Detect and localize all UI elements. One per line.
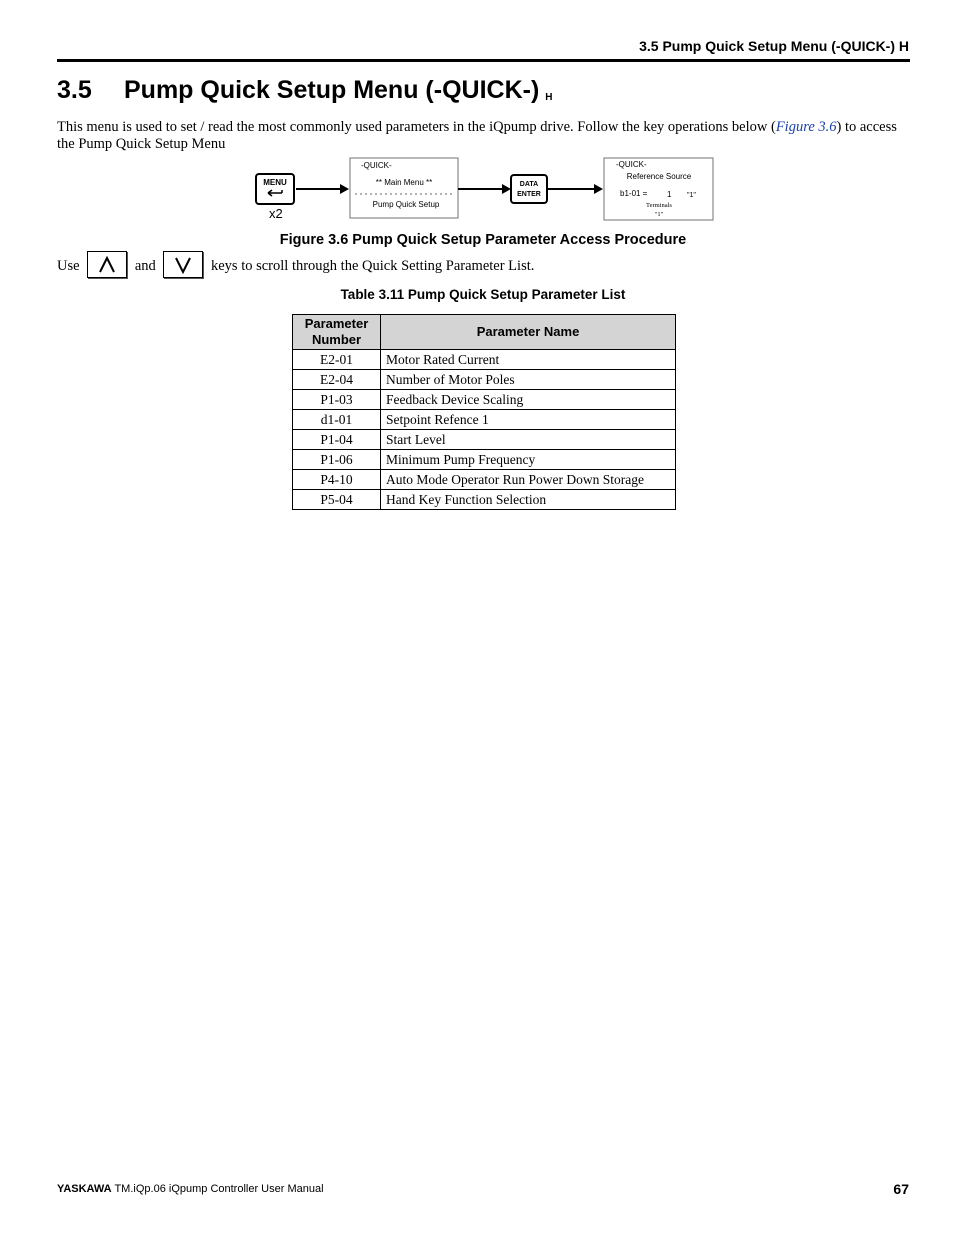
running-header: 3.5 Pump Quick Setup Menu (-QUICK-) H xyxy=(639,38,909,54)
param-number: P5-04 xyxy=(293,490,381,510)
menu-key-icon xyxy=(256,174,294,204)
down-arrow-icon xyxy=(173,256,193,274)
param-number: P1-03 xyxy=(293,390,381,410)
menu-key-label: MENU xyxy=(263,178,287,187)
up-key xyxy=(87,251,127,278)
section-title-text: Pump Quick Setup Menu (-QUICK-) xyxy=(124,76,540,104)
data-enter-key-icon xyxy=(511,175,547,203)
lcd-screen-main-menu xyxy=(350,158,458,218)
footer-doc-title xyxy=(57,1183,324,1195)
table-row xyxy=(293,370,676,390)
param-name: Auto Mode Operator Run Power Down Storage xyxy=(381,470,676,490)
table-row xyxy=(293,450,676,470)
footer-doc: TM.iQp.06 iQpump Controller User Manual xyxy=(111,1183,324,1195)
param-name: Feedback Device Scaling xyxy=(381,390,676,410)
param-name: Hand Key Function Selection xyxy=(381,490,676,510)
use-keys-line: Use and keys to scroll through the Quick Setting Parameter List. xyxy=(57,252,534,281)
screen2-line4: "1" xyxy=(654,211,664,218)
screen2-title: -QUICK- xyxy=(616,160,647,169)
param-number: P4-10 xyxy=(293,470,381,490)
param-number: P1-06 xyxy=(293,450,381,470)
screen2-line1: Reference Source xyxy=(626,172,692,181)
screen1-line2: Pump Quick Setup xyxy=(372,200,440,209)
table-row xyxy=(293,350,676,370)
param-name: Start Level xyxy=(381,430,676,450)
screen2-line3: Terminals xyxy=(646,202,672,209)
screen1-title: -QUICK- xyxy=(361,161,392,170)
arrow-icon xyxy=(296,184,349,194)
header-rule xyxy=(57,59,910,62)
param-number: P1-04 xyxy=(293,430,381,450)
screen2-value-quoted: "1" xyxy=(687,192,696,199)
table-row xyxy=(293,430,676,450)
table-header-row xyxy=(293,315,676,350)
header-parameter-name: Parameter Name xyxy=(381,315,676,350)
screen2-value: 1 xyxy=(667,190,672,199)
param-number: d1-01 xyxy=(293,410,381,430)
table-row xyxy=(293,490,676,510)
page-number: 67 xyxy=(893,1181,909,1197)
header-parameter-number: Parameter Number xyxy=(293,315,381,350)
section-title xyxy=(57,76,553,105)
table-row xyxy=(293,390,676,410)
arrow-icon xyxy=(458,184,511,194)
screen1-line1: ** Main Menu ** xyxy=(375,178,433,187)
param-name: Motor Rated Current xyxy=(381,350,676,370)
lcd-screen-reference-source xyxy=(604,158,713,220)
intro-paragraph: This menu is used to set / read the most commonly used parameters in the iQpump drive. Follow the key operations below (Figure 3.6) to access the Pump Quick Setup Menu xyxy=(57,119,897,152)
section-mark: H xyxy=(545,92,553,103)
access-procedure-figure xyxy=(252,156,716,224)
param-number: E2-01 xyxy=(293,350,381,370)
figure-xref-link[interactable]: Figure 3.6 xyxy=(775,119,837,135)
footer-brand: YASKAWA xyxy=(57,1183,112,1195)
param-name: Number of Motor Poles xyxy=(381,370,676,390)
menu-key-repeat: x2 xyxy=(269,206,283,221)
data-key-label-bottom: ENTER xyxy=(517,191,541,198)
down-key xyxy=(163,251,203,278)
section-number: 3.5 xyxy=(57,76,92,104)
parameter-table xyxy=(292,314,676,510)
table-caption: Table 3.11 Pump Quick Setup Parameter List xyxy=(340,287,626,302)
table-row xyxy=(293,470,676,490)
data-key-label-top: DATA xyxy=(519,181,539,188)
figure-caption: Figure 3.6 Pump Quick Setup Parameter Access Procedure xyxy=(279,232,687,248)
table-row xyxy=(293,410,676,430)
param-number: E2-04 xyxy=(293,370,381,390)
param-name: Setpoint Refence 1 xyxy=(381,410,676,430)
param-name: Minimum Pump Frequency xyxy=(381,450,676,470)
arrow-icon xyxy=(548,184,603,194)
up-arrow-icon xyxy=(97,256,117,274)
screen2-param: b1-01 = xyxy=(620,189,648,198)
